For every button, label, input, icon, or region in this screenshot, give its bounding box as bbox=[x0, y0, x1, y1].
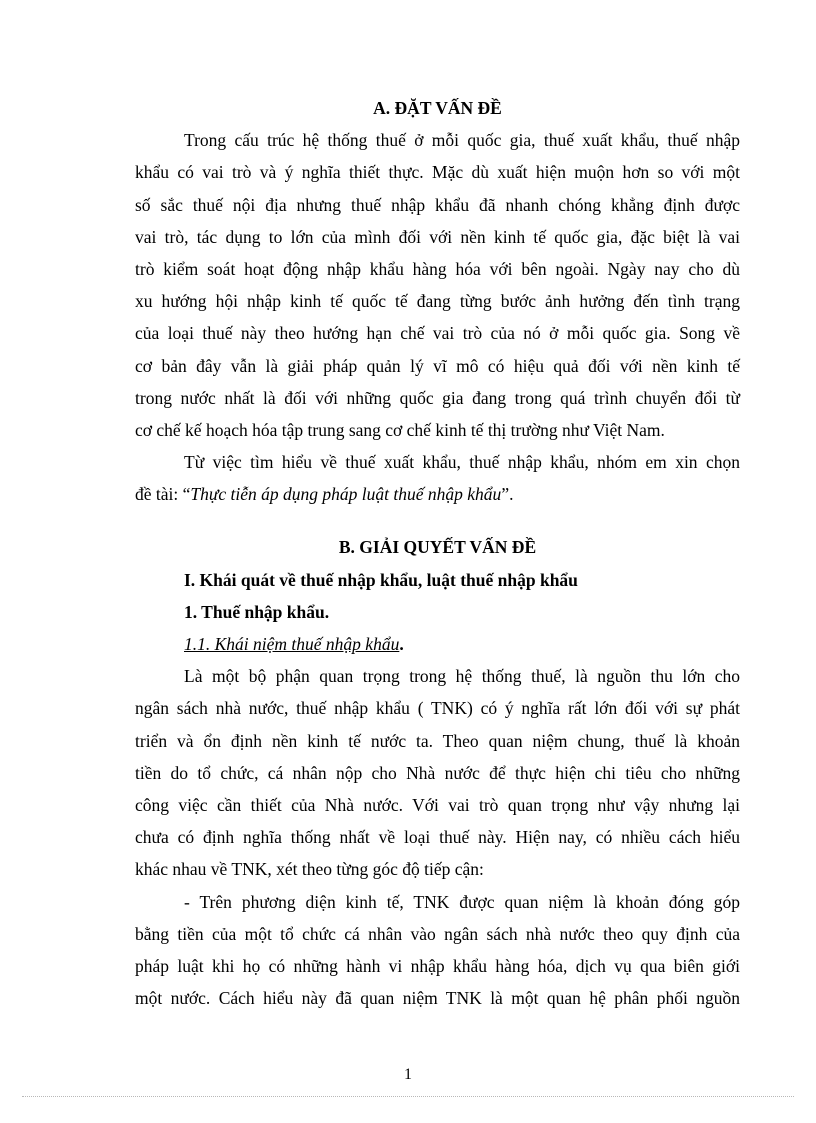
paragraph-line: tiền do tổ chức, cá nhân nộp cho Nhà nước để thực hiện chi tiêu cho những bbox=[135, 762, 740, 783]
paragraph-line: số sắc thuế nội địa nhưng thuế nhập khẩu đã nhanh chóng khẳng định được bbox=[135, 194, 740, 215]
subheading-1-1-text: 1.1. Khái niệm thuế nhập khẩu bbox=[184, 634, 400, 654]
paragraph-definition bbox=[135, 660, 740, 885]
paragraph-line: khác nhau về TNK, xét theo từng góc độ tiếp cận: bbox=[135, 859, 484, 880]
subheading-1: 1. Thuế nhập khẩu. bbox=[184, 601, 330, 622]
topic-prefix: đề tài: “ bbox=[135, 484, 191, 505]
paragraph-line: trong nước nhất là đối với những quốc gia đang trong quá trình chuyển đổi từ bbox=[135, 387, 740, 408]
paragraph-topic bbox=[135, 446, 740, 510]
paragraph-line: khẩu có vai trò và ý nghĩa thiết thực. Mặc dù xuất hiện muộn hơn so với một bbox=[135, 162, 740, 183]
paragraph-line: chưa có định nghĩa thống nhất về loại thuế này. Hiện nay, có nhiều cách hiểu bbox=[135, 827, 740, 848]
page-footer-divider bbox=[22, 1096, 794, 1097]
paragraph-line bbox=[135, 478, 740, 510]
paragraph-line: Trong cấu trúc hệ thống thuế ở mỗi quốc gia, thuế xuất khẩu, thuế nhập bbox=[184, 130, 740, 151]
subheading-i: I. Khái quát về thuế nhập khẩu, luật thuế nhập khẩu bbox=[184, 569, 578, 590]
paragraph-line: triển và ổn định nền kinh tế nước ta. Theo quan niệm chung, thuế là khoản bbox=[135, 730, 740, 751]
subheading-1-1 bbox=[135, 628, 740, 660]
paragraph-line: trò kiểm soát hoạt động nhập khẩu hàng hóa với bên ngoài. Ngày nay cho dù bbox=[135, 258, 740, 279]
paragraph-line: vai trò, tác dụng to lớn của mình đối với nền kinh tế quốc gia, đặc biệt là vai bbox=[135, 226, 740, 247]
subheading-1-1-dot: . bbox=[399, 634, 404, 654]
paragraph-line: cơ chế kế hoạch hóa tập trung sang cơ chế kinh tế thị trường như Việt Nam. bbox=[135, 419, 665, 440]
paragraph-line: một nước. Cách hiểu này đã quan niệm TNK là một quan hệ phân phối nguồn bbox=[135, 988, 740, 1009]
section-b-heading: B. GIẢI QUYẾT VẤN ĐỀ bbox=[338, 537, 537, 558]
paragraph-line: xu hướng hội nhập kinh tế quốc tế đang từng bước ảnh hưởng đến tình trạng bbox=[135, 291, 740, 312]
topic-suffix: ”. bbox=[501, 484, 514, 505]
section-a-heading: A. ĐẶT VẤN ĐỀ bbox=[373, 98, 502, 118]
spacer bbox=[135, 510, 740, 531]
topic-title: Thực tiễn áp dụng pháp luật thuế nhập khẩu bbox=[190, 484, 502, 505]
paragraph-line: cơ bản đây vẫn là giải pháp quản lý vĩ mô có hiệu quả đối với nền kinh tế bbox=[135, 355, 740, 376]
paragraph-line: công việc cần thiết của Nhà nước. Với vai trò quan trọng như vậy nhưng lại bbox=[135, 794, 740, 815]
paragraph-line: - Trên phương diện kinh tế, TNK được quan niệm là khoản đóng góp bbox=[184, 891, 740, 912]
paragraph-line: Là một bộ phận quan trọng trong hệ thống thuế, là nguồn thu lớn cho bbox=[184, 666, 740, 687]
paragraph-line: của loại thuế này theo hướng hạn chế vai trò của nó ở mỗi quốc gia. Song về bbox=[135, 323, 740, 344]
paragraph-line: ngân sách nhà nước, thuế nhập khẩu ( TNK) có ý nghĩa rất lớn đối với sự phát bbox=[135, 698, 740, 719]
paragraph-line: pháp luật khi họ có những hành vi nhập khẩu hàng hóa, dịch vụ qua biên giới bbox=[135, 955, 740, 976]
paragraph-intro bbox=[135, 124, 740, 446]
paragraph-line: Từ việc tìm hiểu về thuế xuất khẩu, thuế nhập khẩu, nhóm em xin chọn bbox=[184, 452, 740, 473]
page-content bbox=[135, 92, 740, 1014]
paragraph-economic bbox=[135, 886, 740, 1015]
paragraph-line: bằng tiền của một tổ chức cá nhân vào ngân sách nhà nước theo quy định của bbox=[135, 923, 740, 944]
page-number: 1 bbox=[404, 1066, 412, 1083]
